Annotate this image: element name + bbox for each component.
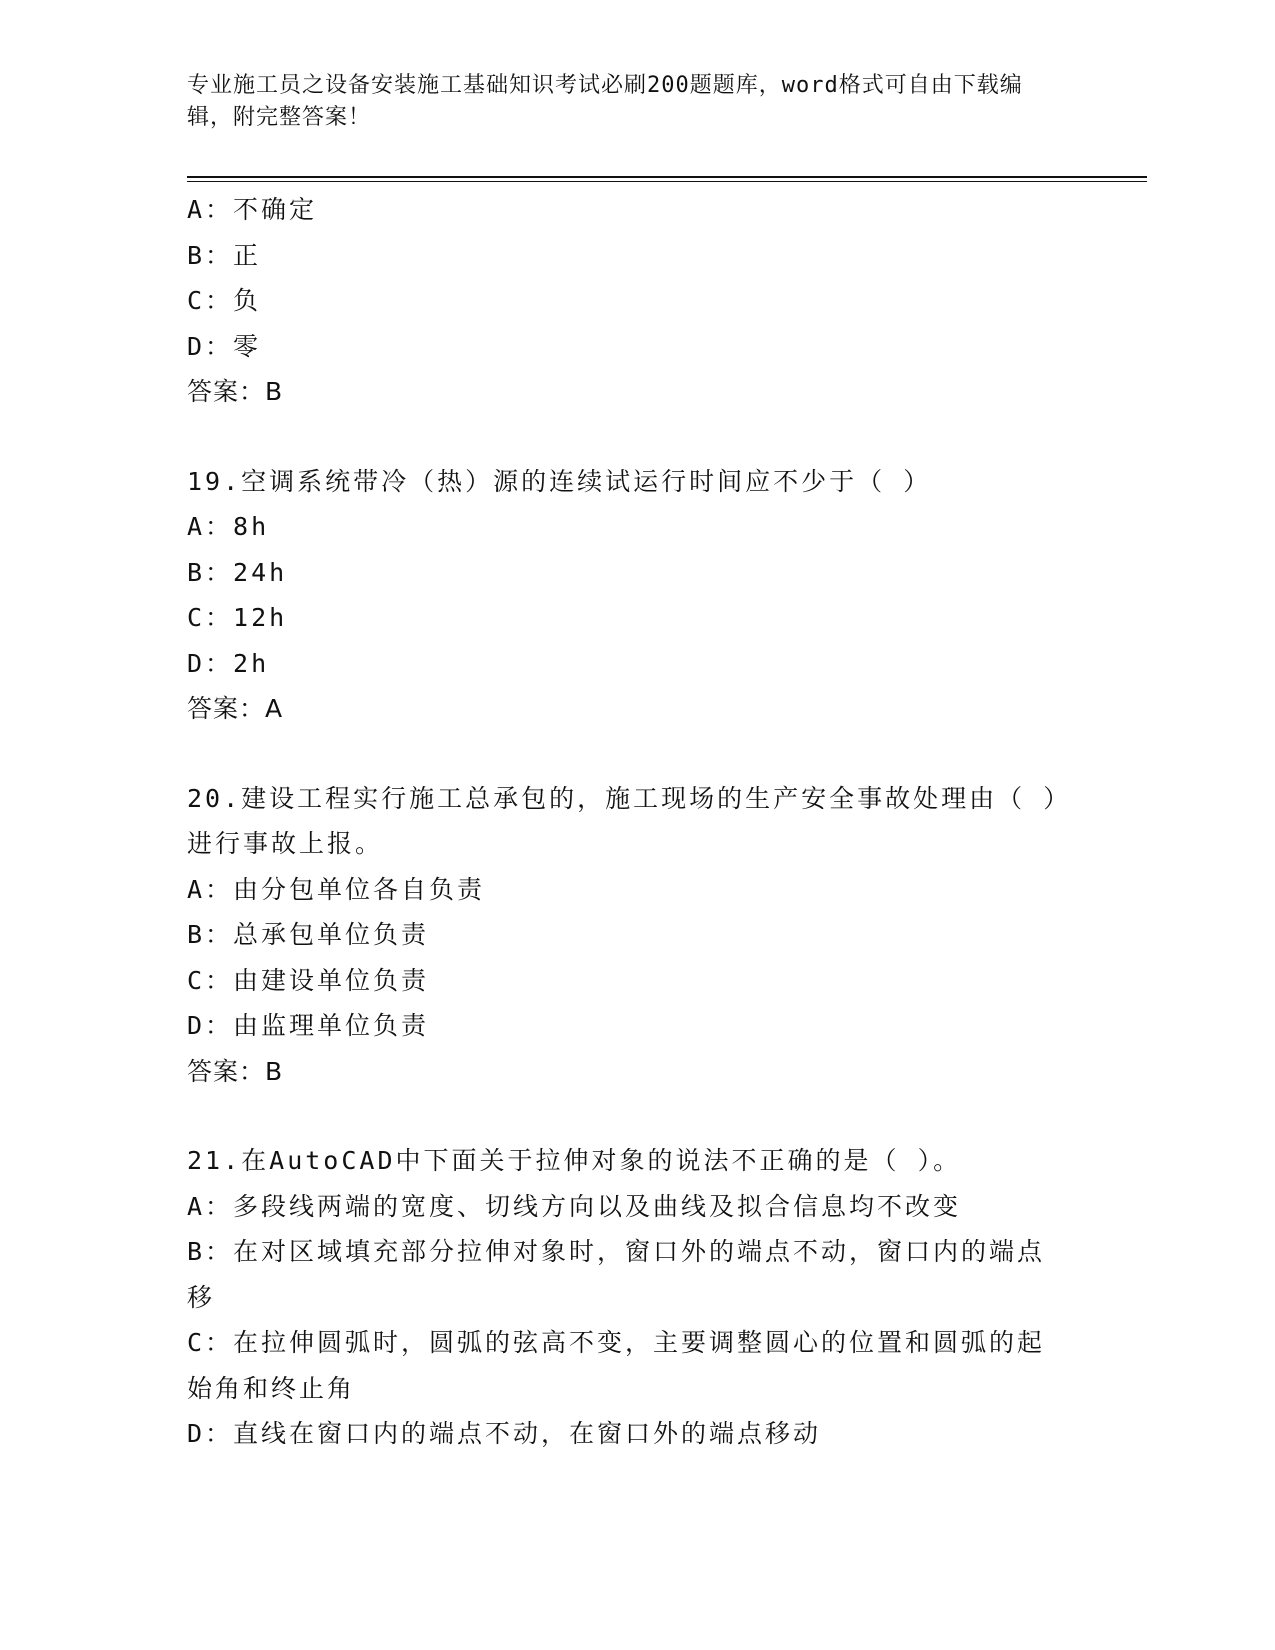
question-text: 19.空调系统带冷（热）源的连续试运行时间应不少于（ ）	[187, 466, 932, 496]
answer-line: 答案：A	[187, 694, 284, 723]
document-header: 专业施工员之设备安装施工基础知识考试必刷200题题库，word格式可自由下载编辑，附完整答案！	[187, 73, 1023, 130]
option-a: A：由分包单位各自负责	[187, 874, 486, 904]
option-c: C：12h	[187, 603, 288, 632]
option-b: B：总承包单位负责	[187, 920, 430, 949]
option-a: A：8h	[187, 512, 270, 541]
option-d: D：直线在窗口内的端点不动，在窗口外的端点移动	[187, 1419, 822, 1448]
option-b: B：24h	[187, 557, 288, 587]
option-a: A：不确定	[187, 195, 318, 224]
option-a: A：多段线两端的宽度、切线方向以及曲线及拟合信息均不改变	[187, 1191, 962, 1221]
question-21	[187, 1138, 1147, 1457]
option-c: C：在拉伸圆弧时，圆弧的弦高不变，主要调整圆心的位置和圆弧的起始角和终止角	[187, 1328, 1046, 1403]
option-c: C：由建设单位负责	[187, 965, 430, 995]
option-d: D：2h	[187, 648, 270, 678]
document-page	[187, 70, 1147, 1457]
option-c: C：负	[187, 286, 262, 315]
option-b: B：正	[187, 240, 262, 270]
prev-question-block	[187, 187, 1147, 415]
option-d: D：由监理单位负责	[187, 1011, 430, 1040]
question-20	[187, 776, 1147, 1095]
answer-line: 答案：B	[187, 1056, 284, 1086]
header-divider	[187, 176, 1147, 178]
option-d: D：零	[187, 331, 262, 361]
answer-line: 答案：B	[187, 377, 284, 406]
option-b: B：在对区域填充部分拉伸对象时，窗口外的端点不动，窗口内的端点移	[187, 1237, 1046, 1312]
question-19	[187, 459, 1147, 732]
question-text: 20.建设工程实行施工总承包的，施工现场的生产安全事故处理由（ ）进行事故上报。	[187, 783, 1059, 858]
question-text: 21.在AutoCAD中下面关于拉伸对象的说法不正确的是（ ）。	[187, 1146, 962, 1175]
